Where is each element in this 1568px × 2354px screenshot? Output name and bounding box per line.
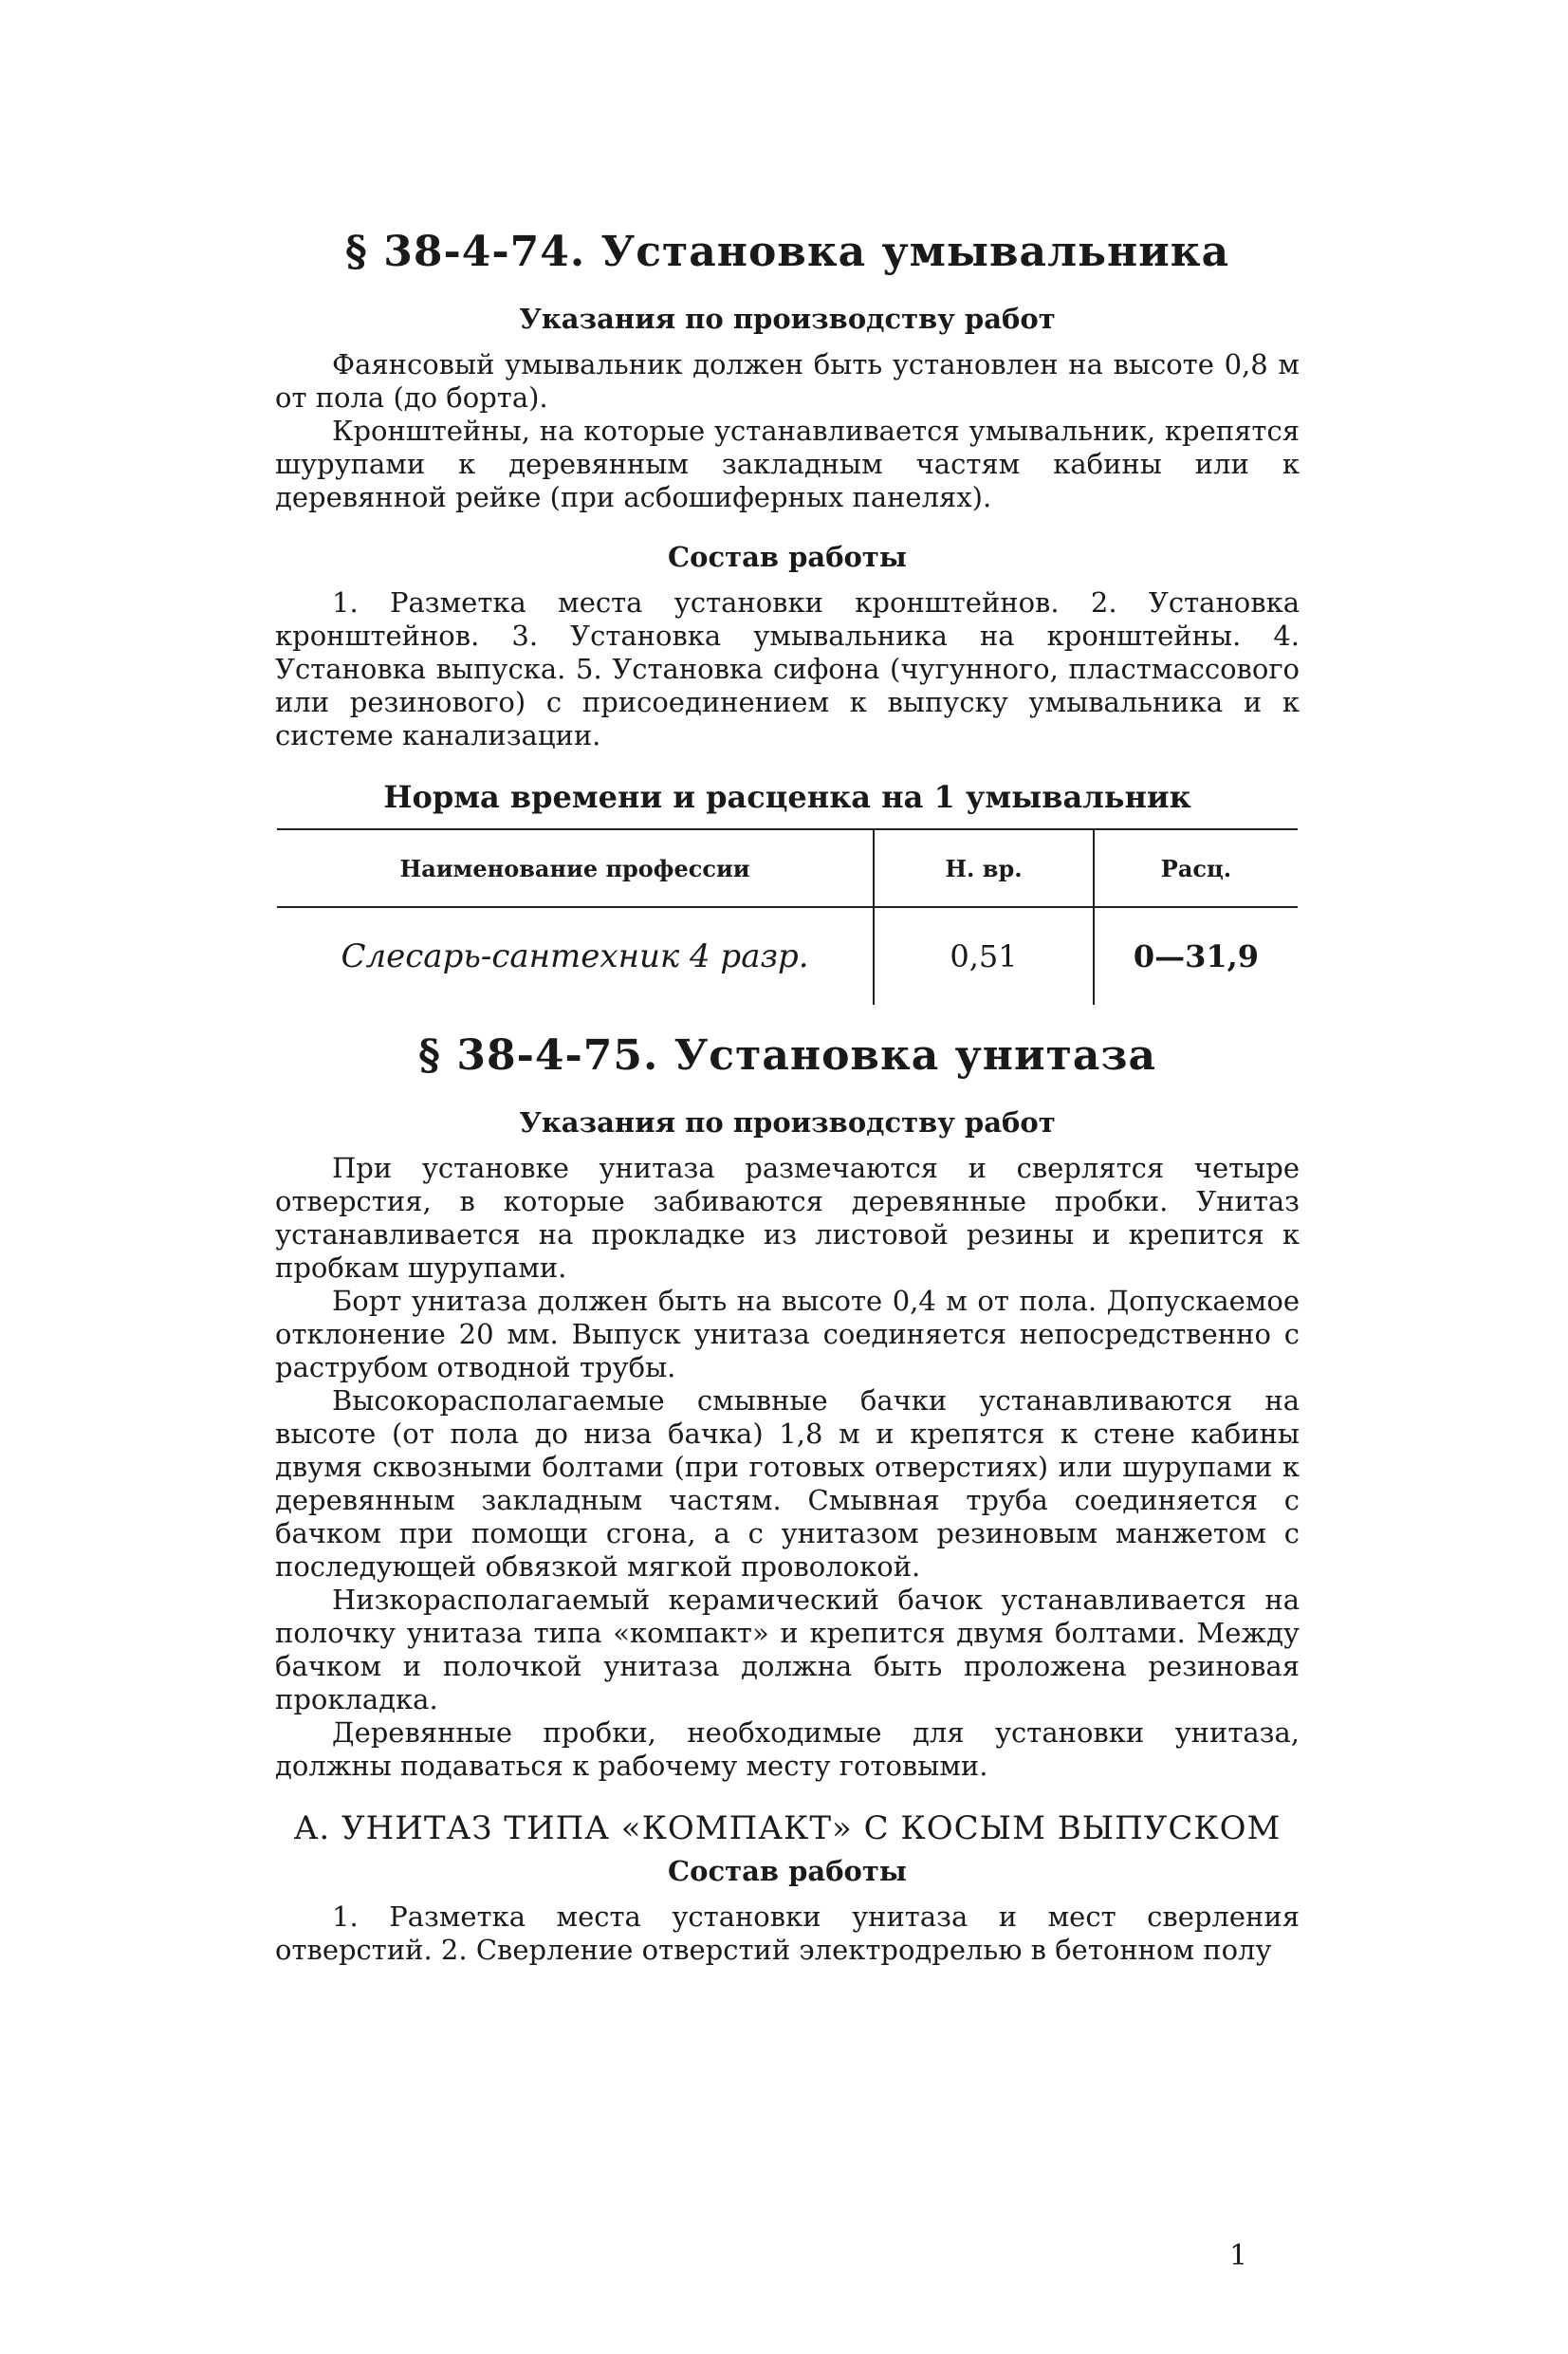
document-page — [275, 228, 1300, 1967]
section-title-toilet: § 38-4-75. Установка унитаза — [418, 1031, 1156, 1080]
column-header-profession: Наименование профессии — [277, 829, 874, 907]
paragraph: Борт унитаза должен быть на высоте 0,4 м от пола. Допускаемое отклонение 20 мм. Выпуск унитаза соединяется непосредственно с раструбом отводной трубы. — [275, 1285, 1300, 1383]
norm-table — [277, 828, 1298, 1005]
cell-time-norm: 0,51 — [874, 907, 1094, 1005]
cell-rate: 0—31,9 — [1094, 907, 1298, 1005]
work-composition-heading: Состав работы — [668, 541, 907, 573]
norm-table-title: Норма времени и расценка на 1 умывальник — [383, 779, 1191, 815]
paragraph: При установке унитаза размечаются и сверлятся четыре отверстия, в которые забиваются деревянные пробки. Унитаз устанавливается на прокладке из листовой резины и крепится к пробкам шурупами. — [275, 1152, 1300, 1284]
work-composition-text: 1. Разметка места установки унитаза и мест сверления отверстий. 2. Сверление отверстий электродрелью в бетонном полу — [275, 1900, 1300, 1966]
subsection-heading: А. УНИТАЗ ТИПА «КОМПАКТ» С КОСЫМ ВЫПУСКОМ — [293, 1809, 1282, 1847]
table-row — [277, 907, 1298, 1005]
cell-profession: Слесарь-сантехник 4 разр. — [341, 937, 809, 975]
page-number: 1 — [1229, 2239, 1248, 2272]
column-header-time-norm: Н. вр. — [874, 829, 1094, 907]
paragraph: Высокорасполагаемые смывные бачки устанавливаются на высоте (от пола до низа бачка) 1,8 м и крепятся к стене кабины двумя сквозными болтами (при готовых отверстиях) или шурупами к деревянным закладным частям. Смывная труба соединяется с бачком при помощи сгона, а с унитазом резиновым манжетом с последующей обвязкой мягкой проволокой. — [275, 1384, 1300, 1583]
paragraph: Деревянные пробки, необходимые для установки унитаза, должны подаваться к рабочему месту готовыми. — [275, 1716, 1300, 1782]
table-header-row — [277, 829, 1298, 907]
work-composition-heading: Состав работы — [668, 1855, 907, 1887]
column-header-rate: Расц. — [1094, 829, 1298, 907]
work-composition-text: 1. Разметка места установки кронштейнов. 2. Установка кронштейнов. 3. Установка умывальника на кронштейны. 4. Установка выпуска. 5. Установка сифона (чугунного, пластмассового или резинового) с присоединением к выпуску умывальника и к системе канализации. — [275, 586, 1300, 751]
paragraph: Низкорасполагаемый керамический бачок устанавливается на полочку унитаза типа «компакт» и крепится двумя болтами. Между бачком и полочкой унитаза должна быть проложена резиновая прокладка. — [275, 1584, 1300, 1715]
paragraph: Фаянсовый умывальник должен быть установлен на высоте 0,8 м от пола (до борта). — [275, 348, 1300, 414]
paragraph: Кронштейны, на которые устанавливается умывальник, крепятся шурупами к деревянным закладным частям кабины или к деревянной рейке (при асбошиферных панелях). — [275, 415, 1300, 513]
instructions-heading: Указания по производству работ — [519, 303, 1056, 335]
section-title-washbasin: § 38-4-74. Установка умывальника — [344, 228, 1230, 276]
instructions-heading: Указания по производству работ — [519, 1106, 1056, 1139]
